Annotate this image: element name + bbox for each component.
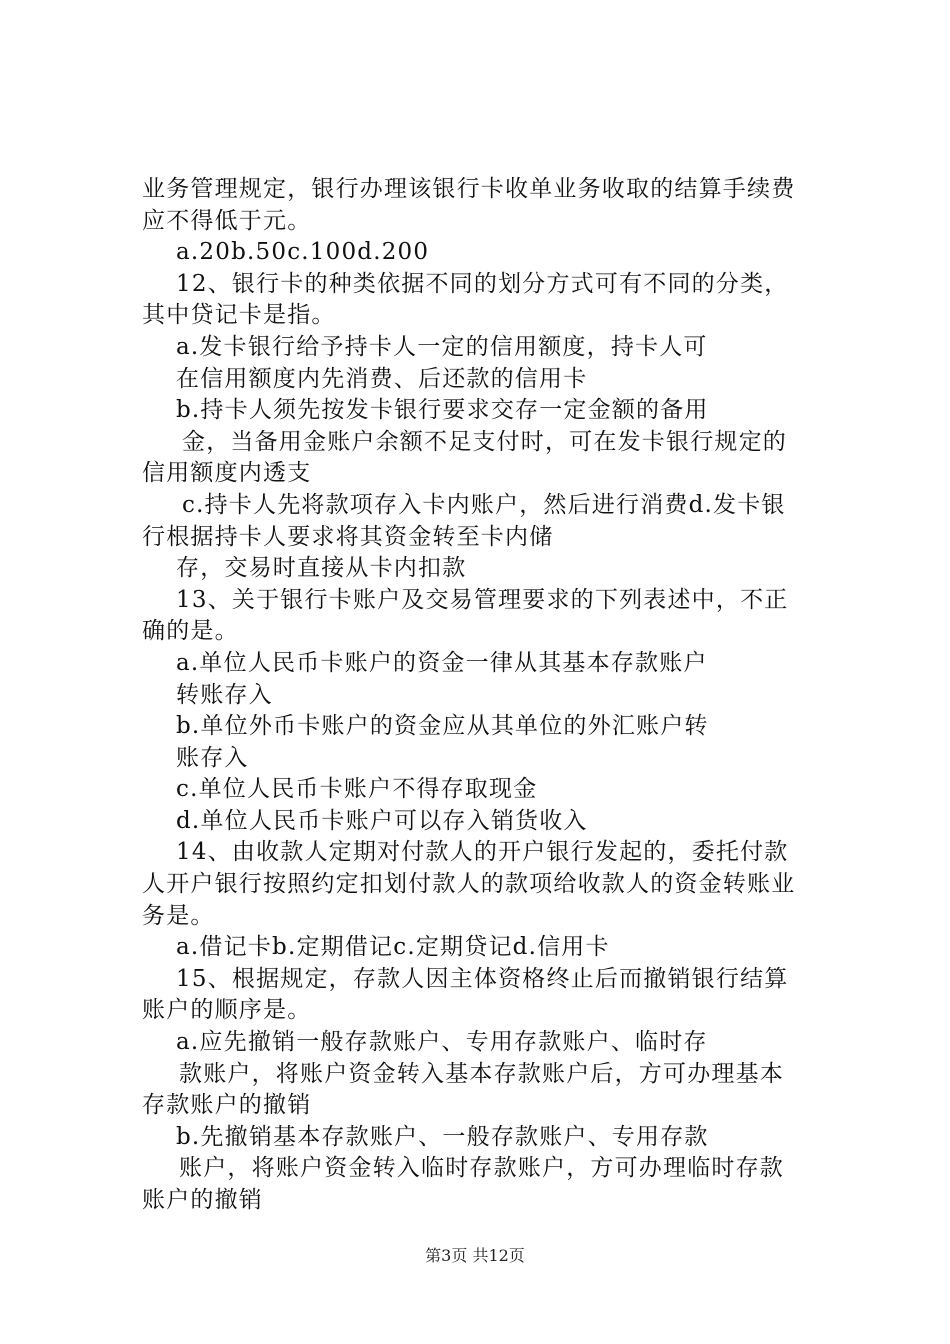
- text-line: 存款账户的撤销: [142, 1092, 312, 1119]
- text-line: 应不得低于元。: [142, 207, 312, 234]
- text-line: a.借记卡b.定期借记c.定期贷记d.信用卡: [176, 934, 610, 961]
- text-line: a.单位人民币卡账户的资金一律从其基本存款账户: [176, 649, 708, 676]
- text-line: c.单位人民币卡账户不得存取现金: [176, 776, 538, 803]
- page-content: [142, 174, 842, 1217]
- page-footer: 第3页 共12页: [425, 1246, 525, 1265]
- text-line: 信用额度内透支: [142, 460, 312, 487]
- text-line: 存，交易时直接从卡内扣款: [176, 555, 467, 582]
- text-line: 14、由收款人定期对付款人的开户银行发起的，委托付款: [176, 839, 789, 866]
- text-line: a.发卡银行给予持卡人一定的信用额度，持卡人可: [176, 333, 708, 360]
- text-line: 款账户，将账户资金转入基本存款账户后，方可办理基本: [179, 1060, 784, 1087]
- text-line: 务是。: [142, 902, 215, 929]
- text-line: 账户的撤销: [142, 1187, 263, 1213]
- text-line: b.持卡人须先按发卡银行要求交存一定金额的备用: [176, 397, 709, 424]
- text-line: b.单位外币卡账户的资金应从其单位的外汇账户转: [176, 713, 709, 740]
- text-line: 人开户银行按照约定扣划付款人的款项给收款人的资金转账业: [142, 871, 796, 898]
- text-line: 其中贷记卡是指。: [142, 302, 336, 329]
- text-line: a.20b.50c.100d.200: [176, 239, 430, 266]
- text-line: 行根据持卡人要求将其资金转至卡内储: [142, 523, 554, 550]
- text-line: 账存入: [176, 744, 249, 771]
- text-line: 12、银行卡的种类依据不同的划分方式可有不同的分类，: [176, 270, 789, 297]
- text-line: b.先撤销基本存款账户、一般存款账户、专用存款: [176, 1123, 709, 1150]
- text-line: 账户的顺序是。: [142, 997, 312, 1024]
- text-line: c.持卡人先将款项存入卡内账户，然后进行消费d.发卡银: [182, 491, 786, 518]
- text-line: 金，当备用金账户余额不足支付时，可在发卡银行规定的: [182, 428, 787, 455]
- text-line: 15、根据规定，存款人因主体资格终止后而撤销银行结算: [176, 965, 789, 992]
- text-line: d.单位人民币卡账户可以存入销货收入: [176, 807, 588, 834]
- text-line: 账户，将账户资金转入临时存款账户，方可办理临时存款: [179, 1155, 784, 1182]
- text-line: a.应先撤销一般存款账户、专用存款账户、临时存: [176, 1029, 708, 1056]
- text-line: 在信用额度内先消费、后还款的信用卡: [176, 365, 588, 392]
- text-line: 转账存入: [176, 681, 273, 708]
- text-line: 确的是。: [142, 618, 239, 645]
- text-line: 13、关于银行卡账户及交易管理要求的下列表述中，不正: [176, 586, 789, 613]
- text-line: 业务管理规定，银行办理该银行卡收单业务收取的结算手续费: [142, 176, 796, 202]
